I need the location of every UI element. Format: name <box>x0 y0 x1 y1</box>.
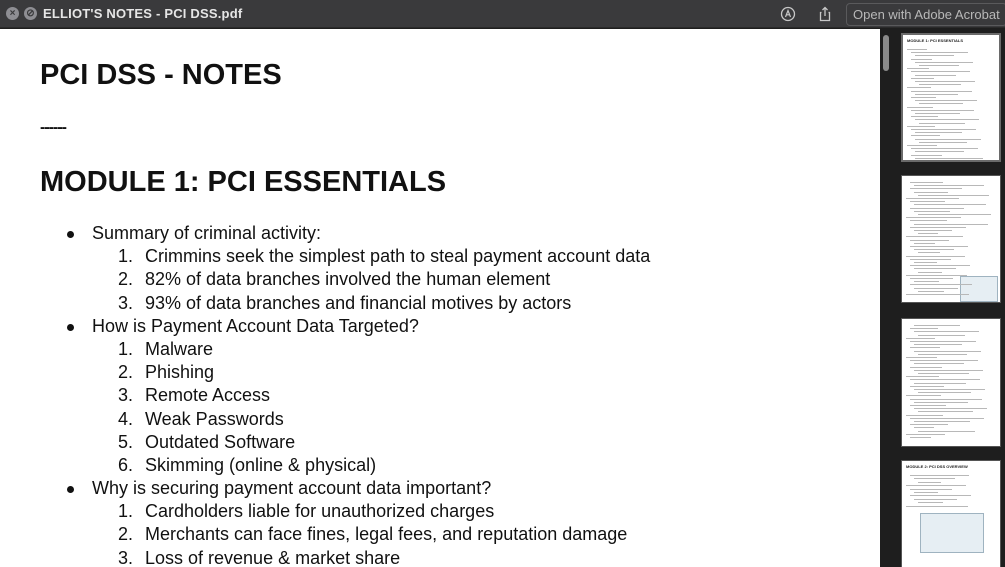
bullet-dot-icon <box>67 231 74 238</box>
thumbnail-text-line <box>918 272 942 273</box>
thumbnail-text-line <box>919 142 967 143</box>
thumbnail-text-line <box>907 107 933 108</box>
thumbnail-text-line <box>919 65 959 66</box>
thumbnail-text-line <box>914 351 981 352</box>
thumbnail-text-line <box>914 185 984 186</box>
thumbnail-text-line <box>919 103 963 104</box>
item-number: 4. <box>118 408 134 429</box>
page-thumbnail[interactable] <box>901 33 1001 162</box>
thumbnail-text-line <box>914 281 939 282</box>
thumbnail-text-line <box>914 421 970 422</box>
thumbnail-heading: MODULE 2: PCI DSS OVERVIEW <box>906 464 968 469</box>
thumbnail-text-line <box>914 427 934 428</box>
thumbnail-text-line <box>910 347 940 348</box>
thumbnail-image <box>920 513 984 553</box>
thumbnail-text-line <box>910 360 978 361</box>
thumbnail-text-line <box>914 288 958 289</box>
thumbnail-text-line <box>914 204 986 205</box>
thumbnail-text-line <box>910 278 953 279</box>
thumbnail-text-line <box>914 499 957 500</box>
thumbnail-text-line <box>910 424 948 425</box>
thumbnail-text-line <box>915 94 958 95</box>
thumbnail-text-line <box>918 195 989 196</box>
thumbnail-text-line <box>914 262 937 263</box>
thumbnail-text-line <box>910 182 943 183</box>
thumbnail-text-line <box>914 363 964 364</box>
thumbnail-text-line <box>910 227 966 228</box>
thumbnail-text-line <box>915 151 964 152</box>
thumbnail-text-line <box>914 230 952 231</box>
thumbnail-text-line <box>915 81 975 82</box>
thumbnail-text-line <box>910 246 968 247</box>
thumbnail-text-line <box>918 373 969 374</box>
thumbnail-text-line <box>914 408 987 409</box>
thumbnail-text-line <box>914 325 960 326</box>
thumbnail-text-line <box>914 370 983 371</box>
item-text: Weak Passwords <box>145 408 284 429</box>
thumbnail-text-line <box>906 217 961 218</box>
thumbnail-text-line <box>911 91 972 92</box>
thumbnail-image <box>960 276 998 302</box>
scrollbar-thumb[interactable] <box>883 35 889 71</box>
numbered-item <box>0 500 860 523</box>
thumbnail-text-line <box>918 482 941 483</box>
thumbnail-heading: MODULE 1: PCI ESSENTIALS <box>907 38 964 43</box>
markup-icon[interactable] <box>779 5 797 23</box>
thumbnail-text-line <box>919 161 969 162</box>
item-text: Skimming (online & physical) <box>145 454 377 475</box>
thumbnail-text-line <box>914 249 954 250</box>
thumbnail-text-line <box>910 418 984 419</box>
bullet-dot-icon <box>67 324 74 331</box>
thumbnail-text-line <box>918 354 967 355</box>
window-titlebar <box>0 0 1005 28</box>
item-number: 2. <box>118 269 134 290</box>
thumbnail-text-line <box>906 198 959 199</box>
thumbnail-text-line <box>906 338 935 339</box>
item-text: Crimmins seek the simplest path to steal payment account data <box>145 246 651 267</box>
thumbnail-text-line <box>910 379 980 380</box>
thumbnail-text-line <box>910 201 945 202</box>
thumbnail-text-line <box>906 294 969 295</box>
thumbnail-text-line <box>918 335 965 336</box>
thumbnail-text-line <box>906 376 939 377</box>
thumbnail-text-line <box>910 208 964 209</box>
thumbnail-text-line <box>918 252 940 253</box>
numbered-item <box>0 408 860 431</box>
thumbnail-text-line <box>914 344 962 345</box>
numbered-item <box>0 547 860 567</box>
thumbnail-text-line <box>910 495 971 496</box>
thumbnail-text-line <box>910 284 972 285</box>
thumbnail-text-line <box>914 383 966 384</box>
thumbnail-text-line <box>911 59 932 60</box>
thumbnail-text-line <box>914 192 948 193</box>
page-title: PCI DSS - NOTES <box>40 59 282 91</box>
thumbnail-text-line <box>906 415 943 416</box>
document-scrollbar[interactable] <box>880 29 894 567</box>
thumbnail-text-line <box>915 139 981 140</box>
thumbnail-sidebar <box>894 29 1005 567</box>
thumbnail-text-line <box>906 256 965 257</box>
page-thumbnail[interactable] <box>901 460 1001 567</box>
thumbnail-text-line <box>914 224 988 225</box>
thumbnail-text-line <box>911 97 936 98</box>
thumbnail-text-line <box>906 506 968 507</box>
thumbnail-text-line <box>919 123 965 124</box>
numbered-item <box>0 338 860 361</box>
thumbnail-text-line <box>907 68 929 69</box>
item-number: 3. <box>118 547 134 567</box>
item-text: Outdated Software <box>145 431 296 452</box>
thumbnail-text-line <box>914 243 935 244</box>
page-thumbnail[interactable] <box>901 175 1001 303</box>
thumbnail-text-line <box>918 431 975 432</box>
thumbnail-text-line <box>911 52 968 53</box>
bullet-item <box>0 315 860 338</box>
divider-line: ------ <box>40 119 66 136</box>
thumbnail-text-line <box>910 367 942 368</box>
thumbnail-text-line <box>914 211 950 212</box>
item-number: 6. <box>118 454 134 475</box>
thumbnail-text-line <box>915 55 954 56</box>
item-text: 82% of data branches involved the human element <box>145 269 551 290</box>
thumbnail-text-line <box>911 155 942 156</box>
thumbnail-text-line <box>910 188 962 189</box>
thumbnail-text-line <box>911 148 978 149</box>
thumbnail-text-line <box>918 233 938 234</box>
thumbnail-text-line <box>915 119 979 120</box>
item-number: 2. <box>118 362 134 383</box>
bullet-item <box>0 477 860 500</box>
thumbnail-text-line <box>910 240 949 241</box>
thumbnail-text-line <box>910 259 951 260</box>
bullet-text: How is Payment Account Data Targeted? <box>92 315 419 336</box>
thumbnail-text-line <box>911 78 934 79</box>
thumbnail-text-line <box>910 341 976 342</box>
thumbnail-text-line <box>906 275 967 276</box>
thumbnail-text-line <box>915 132 962 133</box>
module-heading: MODULE 1: PCI ESSENTIALS <box>40 166 447 198</box>
numbered-item <box>0 361 860 384</box>
numbered-item <box>0 523 860 546</box>
thumbnail-text-line <box>910 405 946 406</box>
thumbnail-text-line <box>918 291 944 292</box>
share-icon[interactable] <box>816 5 834 23</box>
thumbnail-text-line <box>919 84 961 85</box>
thumbnail-text-line <box>907 126 935 127</box>
thumbnail-text-line <box>915 100 977 101</box>
numbered-item <box>0 431 860 454</box>
thumbnail-text-line <box>906 434 945 435</box>
item-number: 1. <box>118 338 134 359</box>
item-number: 3. <box>118 385 134 406</box>
item-number: 5. <box>118 431 134 452</box>
item-text: Cardholders liable for unauthorized charges <box>145 501 495 522</box>
thumbnail-text-line <box>907 87 931 88</box>
thumbnail-text-line <box>911 110 974 111</box>
thumbnail-text-line <box>915 158 983 159</box>
open-with-acrobat-button[interactable]: Open with Adobe Acrobat <box>846 3 1005 26</box>
thumbnail-text-line <box>906 395 941 396</box>
thumbnail-text-line <box>906 485 966 486</box>
thumbnail-text-line <box>911 116 938 117</box>
thumbnail-text-line <box>918 411 973 412</box>
thumbnail-text-line <box>914 492 938 493</box>
thumbnail-text-line <box>910 328 938 329</box>
thumbnail-text-line <box>914 402 968 403</box>
thumbnail-text-line <box>910 220 947 221</box>
item-text: Loss of revenue & market share <box>145 547 401 567</box>
thumbnail-text-line <box>911 71 970 72</box>
thumbnail-text-line <box>914 389 985 390</box>
numbered-item <box>0 384 860 407</box>
thumbnail-text-line <box>918 502 943 503</box>
bullet-item <box>0 222 860 245</box>
item-text: Phishing <box>145 362 215 383</box>
item-text: Malware <box>145 338 214 359</box>
thumbnail-text-line <box>918 392 971 393</box>
thumbnail-text-line <box>915 75 956 76</box>
close-icon[interactable]: × <box>6 7 19 20</box>
item-text: 93% of data branches and financial motives by actors <box>145 292 572 313</box>
thumbnail-text-line <box>914 268 956 269</box>
thumbnail-text-line <box>911 135 940 136</box>
numbered-item <box>0 268 860 291</box>
thumbnail-text-line <box>911 129 976 130</box>
item-text: Merchants can face fines, legal fees, and reputation damage <box>145 524 628 545</box>
numbered-item <box>0 454 860 477</box>
thumbnail-text-line <box>910 489 952 490</box>
thumbnail-text-line <box>910 437 931 438</box>
item-number: 1. <box>118 246 134 267</box>
bullet-dot-icon <box>67 486 74 493</box>
thumbnail-text-line <box>910 386 944 387</box>
thumbnail-text-line <box>914 478 955 479</box>
thumbnail-text-line <box>915 113 960 114</box>
thumbnail-text-line <box>910 265 970 266</box>
notes-outline <box>0 222 860 567</box>
bullet-text: Summary of criminal activity: <box>92 223 322 243</box>
document-view[interactable] <box>0 29 880 567</box>
item-number: 2. <box>118 524 134 545</box>
numbered-item <box>0 292 860 315</box>
window-title: ELLIOT'S NOTES - PCI DSS.pdf <box>43 6 243 21</box>
numbered-item <box>0 245 860 268</box>
thumbnail-text-line <box>910 399 982 400</box>
thumbnail-text-line <box>906 236 963 237</box>
thumbnail-text-line <box>914 331 979 332</box>
item-text: Remote Access <box>145 385 271 406</box>
bullet-text: Why is securing payment account data important? <box>92 478 492 499</box>
thumbnail-text-line <box>906 357 937 358</box>
thumbnail-text-line <box>907 49 927 50</box>
page-thumbnail[interactable] <box>901 318 1001 447</box>
thumbnail-text-line <box>907 145 937 146</box>
minimize-icon[interactable]: ⊘ <box>24 7 37 20</box>
thumbnail-text-line <box>910 475 969 476</box>
thumbnail-text-line <box>915 62 973 63</box>
thumbnail-text-line <box>918 214 991 215</box>
item-number: 1. <box>118 501 134 522</box>
item-number: 3. <box>118 292 134 313</box>
